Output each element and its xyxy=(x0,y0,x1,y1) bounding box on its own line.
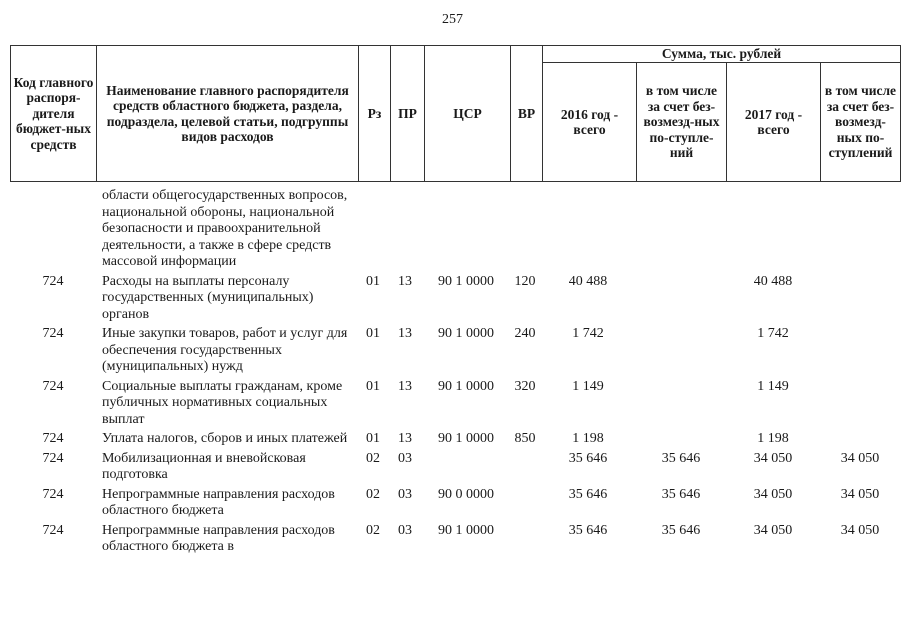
code-cell: 724 xyxy=(42,486,64,502)
value-2016-free-cell: 35 646 xyxy=(661,486,701,502)
pr-cell: 03 xyxy=(398,450,412,466)
csr-cell: 90 1 0000 xyxy=(438,326,494,341)
value-2016-cell: 1 198 xyxy=(572,431,604,446)
code-cell: 724 xyxy=(42,378,64,394)
code-cell: 724 xyxy=(42,326,64,341)
table-row xyxy=(10,522,880,556)
name-cell: Расходы на выплаты персоналу государственных (муниципальных) органов xyxy=(102,273,314,322)
header-2017-free: в том числе за счет без-возмезд-ных по-ступлений xyxy=(821,63,901,182)
value-2016-cell: 35 646 xyxy=(568,486,608,502)
table-body xyxy=(10,188,880,559)
value-2017-cell: 1 198 xyxy=(757,431,789,446)
csr-cell: 90 1 0000 xyxy=(438,273,494,289)
code-cell: 724 xyxy=(42,450,64,466)
value-2016-cell: 40 488 xyxy=(568,273,608,289)
value-2016-cell: 35 646 xyxy=(568,450,608,466)
value-2017-cell: 34 050 xyxy=(753,522,793,538)
page-number: 257 xyxy=(442,12,463,27)
pr-cell: 03 xyxy=(398,486,412,502)
rz-cell: 01 xyxy=(366,273,380,289)
table-row xyxy=(10,273,793,324)
table-row xyxy=(10,378,789,429)
csr-cell: 90 0 0000 xyxy=(438,486,494,502)
code-cell: 724 xyxy=(42,522,64,538)
value-2017-free-cell: 34 050 xyxy=(840,450,880,466)
table-row xyxy=(10,188,358,271)
name-cell: Непрограммные направления расходов областного бюджета xyxy=(102,486,335,518)
header-2016-total: 2016 год - всего xyxy=(543,63,637,182)
value-2017-cell: 34 050 xyxy=(753,450,793,466)
value-2016-cell: 35 646 xyxy=(568,522,608,538)
pr-cell: 13 xyxy=(398,431,412,446)
name-cell: Социальные выплаты гражданам, кроме публичных нормативных социальных выплат xyxy=(102,378,343,427)
pr-cell: 13 xyxy=(398,273,412,289)
vr-cell: 240 xyxy=(514,326,536,341)
csr-cell: 90 1 0000 xyxy=(438,378,494,394)
csr-cell: 90 1 0000 xyxy=(438,522,494,538)
pr-cell: 13 xyxy=(398,326,412,341)
table-header xyxy=(10,45,901,182)
name-cell: Непрограммные направления расходов областного бюджета в xyxy=(102,522,335,554)
rz-cell: 02 xyxy=(366,486,380,502)
code-cell: 724 xyxy=(42,431,64,446)
code-cell: 724 xyxy=(42,273,64,289)
value-2017-free-cell: 34 050 xyxy=(840,486,880,502)
header-2017-total: 2017 год - всего xyxy=(727,63,821,182)
table-row xyxy=(10,431,789,448)
name-cell: области общегосударственных вопросов, национальной обороны, национальной безопасности и правоохранительной деятельности, а также в сфере средств массовой информации xyxy=(102,188,348,269)
header-name: Наименование главного распорядителя средств областного бюджета, раздела, подраздела, целевой статьи, подгруппы видов расходов xyxy=(97,46,359,182)
value-2017-cell: 40 488 xyxy=(753,273,793,289)
header-sum-title: Сумма, тыс. рублей xyxy=(543,46,901,63)
rz-cell: 02 xyxy=(366,450,380,466)
value-2017-cell: 1 742 xyxy=(757,326,789,341)
rz-cell: 01 xyxy=(366,326,380,341)
value-2017-cell: 1 149 xyxy=(757,378,789,394)
name-cell: Уплата налогов, сборов и иных платежей xyxy=(102,431,348,446)
rz-cell: 01 xyxy=(366,378,380,394)
header-rz: Рз xyxy=(359,46,391,182)
rz-cell: 01 xyxy=(366,431,380,446)
name-cell: Мобилизационная и вневойсковая подготовка xyxy=(102,450,306,482)
vr-cell: 850 xyxy=(514,431,536,446)
header-csr: ЦСР xyxy=(425,46,511,182)
table-row xyxy=(10,450,880,484)
value-2017-free-cell: 34 050 xyxy=(840,522,880,538)
name-cell: Иные закупки товаров, работ и услуг для обеспечения государственных (муниципальных) нужд xyxy=(102,326,348,374)
pr-cell: 03 xyxy=(398,522,412,538)
pr-cell: 13 xyxy=(398,378,412,394)
header-2016-free: в том числе за счет без-возмезд-ных по-ступле-ний xyxy=(637,63,727,182)
header-vr: ВР xyxy=(511,46,543,182)
rz-cell: 02 xyxy=(366,522,380,538)
table-row xyxy=(10,326,789,376)
vr-cell: 120 xyxy=(514,273,536,289)
value-2017-cell: 34 050 xyxy=(753,486,793,502)
vr-cell: 320 xyxy=(514,378,536,394)
value-2016-cell: 1 742 xyxy=(572,326,604,341)
header-pr: ПР xyxy=(391,46,425,182)
header-code: Код главного распоря-дителя бюджет-ных средств xyxy=(11,46,97,182)
csr-cell: 90 1 0000 xyxy=(438,431,494,446)
value-2016-free-cell: 35 646 xyxy=(661,522,701,538)
value-2016-free-cell: 35 646 xyxy=(661,450,701,466)
value-2016-cell: 1 149 xyxy=(572,378,604,394)
table-row xyxy=(10,486,880,520)
